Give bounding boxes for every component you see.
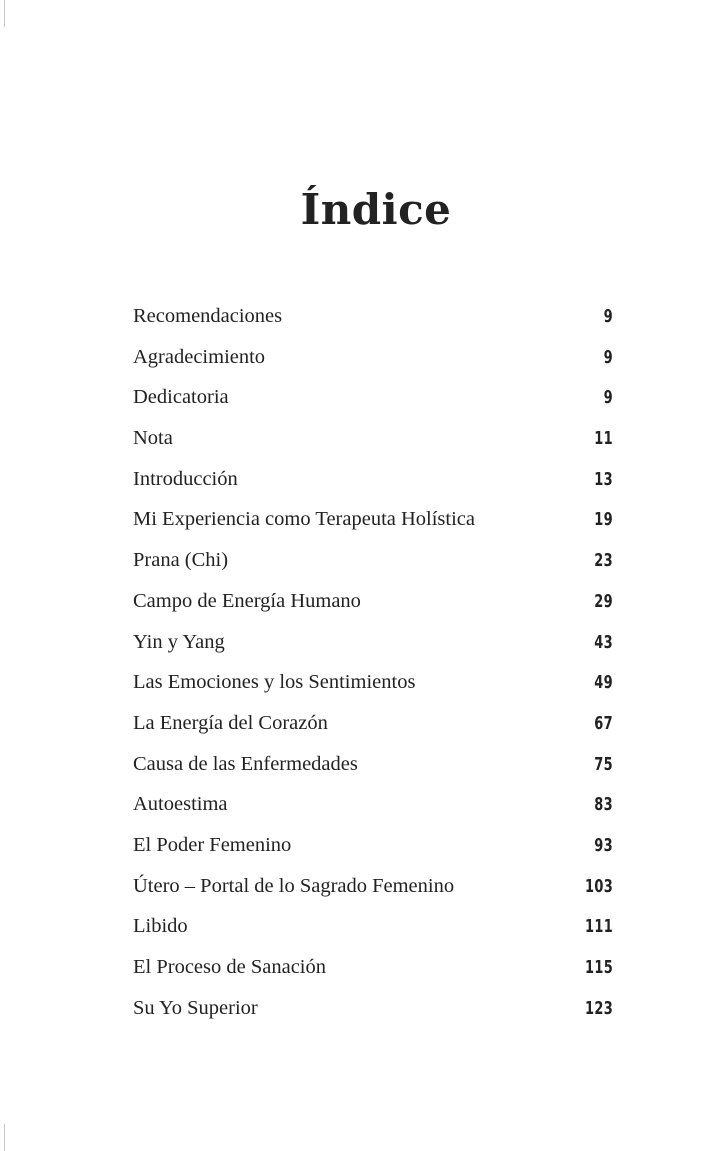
crop-mark-bottom [4, 1124, 5, 1151]
toc-entry-mi-experiencia[interactable] [133, 505, 613, 546]
toc-entry-page-number: 49 [594, 672, 613, 694]
toc-entry-label: Las Emociones y los Sentimientos [133, 671, 416, 694]
toc-entry-introduccion[interactable] [133, 465, 613, 506]
toc-entry-label: Recomendaciones [133, 305, 283, 327]
toc-entry-page-number: 83 [594, 794, 613, 816]
toc-entry-emociones[interactable] [133, 668, 613, 709]
toc-entry-agradecimiento[interactable] [133, 343, 613, 384]
toc-entry-label: El Proceso de Sanación [133, 956, 326, 978]
toc-entry-utero[interactable] [133, 872, 613, 913]
toc-entry-yin-y-yang[interactable] [133, 628, 613, 669]
toc-entry-page-number: 19 [594, 509, 613, 531]
toc-entry-label: Dedicatoria [133, 386, 229, 409]
toc-entry-prana[interactable] [133, 546, 613, 587]
toc-entry-su-yo-superior[interactable] [133, 994, 613, 1035]
toc-entry-page-number: 9 [603, 346, 613, 368]
toc-entry-label: Mi Experiencia como Terapeuta Holística [133, 508, 476, 531]
toc-entry-page-number: 13 [594, 468, 613, 490]
toc-entry-recomendaciones[interactable] [133, 302, 613, 343]
toc-entry-page-number: 23 [594, 550, 613, 572]
toc-entry-dedicatoria[interactable] [133, 383, 613, 424]
toc-entry-page-number: 29 [594, 590, 613, 612]
toc-entry-label: Prana (Chi) [133, 549, 229, 572]
table-of-contents [133, 302, 613, 1034]
toc-entry-page-number: 75 [594, 753, 613, 775]
toc-entry-label: Causa de las Enfermedades [133, 752, 358, 775]
toc-entry-label: Libido [133, 915, 188, 938]
toc-entry-label: Campo de Energía Humano [133, 589, 361, 612]
toc-entry-causa-enfermedades[interactable] [133, 750, 613, 791]
toc-entry-label: Su Yo Superior [133, 996, 258, 1019]
toc-entry-page-number: 123 [584, 997, 613, 1019]
toc-entry-label: Yin y Yang [133, 630, 225, 653]
toc-entry-energia-del-corazon[interactable] [133, 709, 613, 750]
toc-entry-page-number: 43 [594, 631, 613, 653]
toc-entry-nota[interactable] [133, 424, 613, 465]
toc-entry-page-number: 93 [594, 834, 613, 856]
toc-entry-label: Útero – Portal de lo Sagrado Femenino [133, 874, 455, 897]
toc-entry-proceso-de-sanacion[interactable] [133, 953, 613, 994]
toc-entry-page-number: 9 [603, 387, 613, 409]
toc-entry-label: El Poder Femenino [133, 833, 292, 856]
toc-entry-page-number: 11 [594, 428, 613, 450]
toc-entry-page-number: 9 [603, 306, 613, 327]
toc-entry-poder-femenino[interactable] [133, 831, 613, 872]
toc-entry-page-number: 103 [584, 875, 613, 897]
toc-entry-label: Agradecimiento [133, 345, 266, 368]
toc-entry-libido[interactable] [133, 912, 613, 953]
toc-entry-label: La Energía del Corazón [133, 711, 328, 734]
toc-entry-label: Introducción [133, 467, 238, 490]
toc-entry-label: Nota [133, 427, 173, 450]
toc-entry-page-number: 115 [584, 957, 613, 978]
toc-entry-campo-de-energia[interactable] [133, 587, 613, 628]
toc-entry-label: Autoestima [133, 793, 228, 816]
toc-entry-autoestima[interactable] [133, 790, 613, 831]
toc-entry-page-number: 111 [584, 916, 613, 938]
page-title: Índice [300, 185, 452, 234]
crop-mark-top [4, 0, 5, 27]
toc-entry-page-number: 67 [594, 712, 613, 734]
